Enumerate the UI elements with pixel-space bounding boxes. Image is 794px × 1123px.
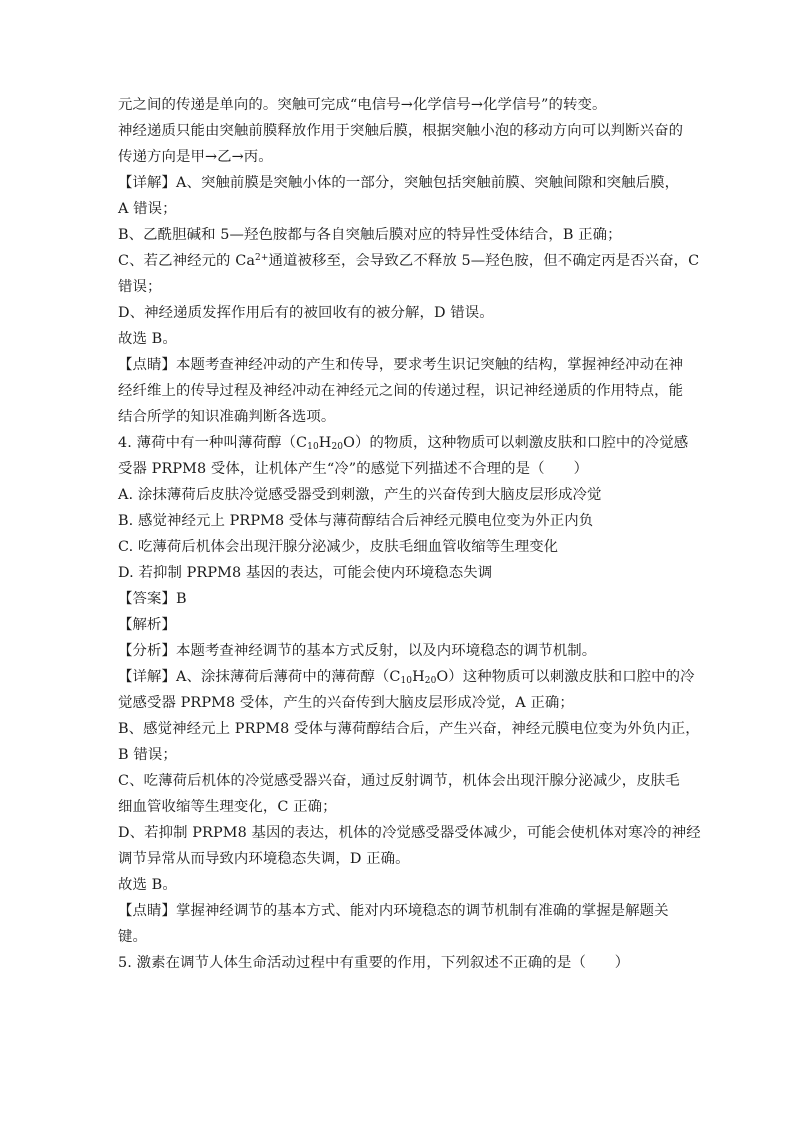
text-segment: H	[318, 435, 332, 451]
text-line: 故选 B。	[118, 877, 177, 893]
text-line: 细血管收缩等生理变化，C 正确；	[118, 799, 337, 815]
text-line: D、若抑制 PRPM8 基因的表达，机体的冷觉感受器受体减少，可能会使机体对寒冷的神经	[118, 825, 701, 841]
text-line: 经纤维上的传导过程及神经冲动在神经元之间的传递过程，识记神经递质的作用特点，能	[118, 383, 684, 399]
text-segment: 【详解】A、涂抹薄荷后薄荷中的薄荷醇（C	[118, 669, 401, 685]
text-line: 错误；	[118, 279, 162, 295]
document-page	[118, 92, 701, 976]
text-line: 觉感受器 PRPM8 受体，产生的兴奋传到大脑皮层形成冷觉，A 正确；	[118, 695, 574, 711]
text-line: 传递方向是甲→乙→丙。	[118, 149, 273, 165]
text-line: C、吃薄荷后机体的冷觉感受器兴奋，通过反射调节，机体会出现汗腺分泌减少，皮肤毛	[118, 773, 680, 789]
text-segment: H	[412, 669, 425, 685]
option-d: D. 若抑制 PRPM8 基因的表达，可能会使内环境稳态失调	[118, 565, 493, 581]
question-stem: 受器 PRPM8 受体，让机体产生“冷”的感觉下列描述不合理的是（ ）	[118, 461, 589, 477]
text-line: 【详解】A、突触前膜是突触小体的一部分，突触包括突触前膜、突触间隙和突触后膜，	[118, 175, 680, 191]
option-a: A. 涂抹薄荷后皮肤冷觉感受器受到刺激，产生的兴奋传到大脑皮层形成冷觉	[118, 487, 602, 503]
analysis-heading: 【解析】	[118, 617, 176, 633]
text-line: B、乙酰胆碱和 5—羟色胺都与各自突触后膜对应的特异性受体结合，B 正确；	[118, 227, 622, 243]
option-b: B. 感觉神经元上 PRPM8 受体与薄荷醇结合后神经元膜电位变为外正内负	[118, 513, 594, 529]
text-line: 【点睛】本题考查神经冲动的产生和传导，要求考生识记突触的结构，掌握神经冲动在神	[118, 357, 684, 373]
text-line: 故选 B。	[118, 331, 177, 347]
text-segment: O）这种物质可以刺激皮肤和口腔中的冷	[436, 669, 695, 685]
text-segment: C、若乙神经元的 Ca	[118, 253, 256, 269]
question-stem	[118, 430, 689, 456]
text-line: B 错误；	[118, 747, 177, 763]
superscript: 2+	[255, 253, 269, 263]
text-line	[118, 248, 700, 274]
question-stem: 5. 激素在调节人体生命活动过程中有重要的作用，下列叙述不正确的是（ ）	[118, 955, 630, 971]
text-segment: 通道被移至，会导致乙不释放 5—羟色胺，但不确定丙是否兴奋，C	[268, 253, 700, 269]
text-line: A 错误；	[118, 201, 177, 217]
text-line: 神经递质只能由突触前膜释放作用于突触后膜，根据突触小泡的移动方向可以判断兴奋的	[118, 123, 684, 139]
option-c: C. 吃薄荷后机体会出现汗腺分泌减少，皮肤毛细血管收缩等生理变化	[118, 539, 559, 555]
text-line: 元之间的传递是单向的。突触可完成“电信号→化学信号→化学信号”的转变。	[118, 97, 607, 113]
text-line: 调节异常从而导致内环境稳态失调，D 正确。	[118, 851, 410, 867]
text-line: 结合所学的知识准确判断各选项。	[118, 409, 336, 425]
text-line: B、感觉神经元上 PRPM8 受体与薄荷醇结合后，产生兴奋，神经元膜电位变为外负内正，	[118, 721, 700, 737]
text-line: 键。	[118, 929, 147, 945]
text-line: 【点睛】掌握神经调节的基本方式、能对内环境稳态的调节机制有准确的掌握是解题关	[118, 903, 669, 919]
text-segment: O）的物质，这种物质可以刺激皮肤和口腔中的冷觉感	[343, 435, 689, 451]
subscript: 10	[400, 676, 413, 686]
text-line: 【分析】本题考查神经调节的基本方式反射，以及内环境稳态的调节机制。	[118, 643, 597, 659]
text-line	[118, 664, 695, 690]
text-segment: 4. 薄荷中有一种叫薄荷醇（C	[118, 435, 308, 451]
text-line: D、神经递质发挥作用后有的被回收有的被分解，D 错误。	[118, 305, 494, 321]
answer-line: 【答案】B	[118, 591, 187, 607]
subscript: 20	[331, 442, 344, 452]
subscript: 20	[424, 676, 437, 686]
subscript: 10	[307, 442, 319, 452]
